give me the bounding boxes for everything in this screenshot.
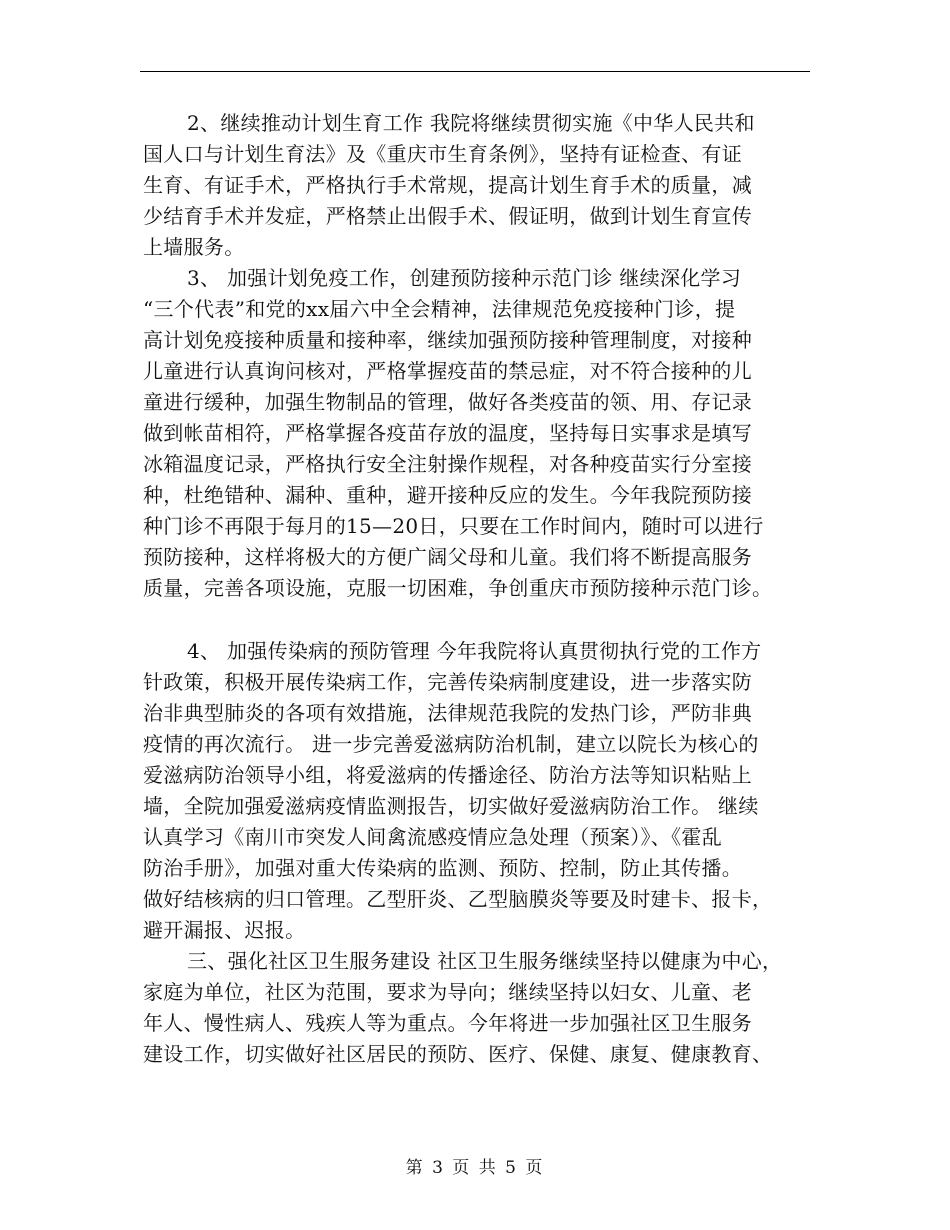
text-line: 种，杜绝错种、漏种、重种，避开接种反应的发生。今年我院预防接 [143, 483, 752, 507]
text-line: 上墙服务。 [143, 235, 245, 259]
header-rule [140, 71, 810, 72]
text-line: 疫情的再次流行。 进一步完善爱滋病防治机制，建立以院长为核心的 [143, 732, 759, 756]
text-line: “三个代表”和党的xx届六中全会精神，法律规范免疫接种门诊，提 [143, 297, 736, 321]
text-line: 2、继续推动计划生育工作 我院将继续贯彻实施《中华人民共和 [187, 111, 755, 135]
paragraph-immunization [143, 263, 815, 604]
text-line: 4、 加强传染病的预防管理 今年我院将认真贯彻执行党的工作方 [187, 639, 762, 663]
page-footer: 第 3 页 共 5 页 [405, 1158, 545, 1178]
text-line: 国人口与计划生育法》及《重庆市生育条例》，坚持有证检查、有证 [143, 142, 742, 166]
text-line: 冰箱温度记录，严格执行安全注射操作规程，对各种疫苗实行分室接 [143, 452, 752, 476]
paragraph-gap [143, 604, 815, 636]
text-line: 高计划免疫接种质量和接种率，继续加强预防接种管理制度，对接种 [143, 328, 752, 352]
paragraph-family-planning [143, 108, 815, 263]
text-line: 治非典型肺炎的各项有效措施，法律规范我院的发热门诊，严防非典 [143, 701, 752, 725]
text-line: 年人、慢性病人、残疾人等为重点。今年将进一步加强社区卫生服务 [143, 1011, 752, 1035]
text-line: 针政策，积极开展传染病工作，完善传染病制度建设，进一步落实防 [143, 670, 752, 694]
text-line: 家庭为单位，社区为范围，要求为导向；继续坚持以妇女、儿童、老 [143, 980, 752, 1004]
text-line: 三、强化社区卫生服务建设 社区卫生服务继续坚持以健康为中心， [187, 949, 783, 973]
text-line: 建设工作，切实做好社区居民的预防、医疗、保健、康复、健康教育、 [143, 1042, 773, 1066]
paragraph-community-health [143, 946, 815, 1070]
text-line: 种门诊不再限于每月的15—20日，只要在工作时间内，随时可以进行 [143, 514, 764, 538]
text-line: 做好结核病的归口管理。乙型肝炎、乙型脑膜炎等要及时建卡、报卡， [143, 887, 773, 911]
text-line: 生育、有证手术，严格执行手术常规，提高计划生育手术的质量，减 [143, 173, 752, 197]
text-line: 防治手册》，加强对重大传染病的监测、预防、控制，防止其传播。 [143, 856, 742, 880]
text-line: 质量，完善各项设施，克服一切困难，争创重庆市预防接种示范门诊。 [143, 576, 773, 600]
document-body [143, 108, 815, 1070]
text-line: 儿童进行认真询问核对，严格掌握疫苗的禁忌症，对不符合接种的儿 [143, 359, 752, 383]
text-line: 预防接种，这样将极大的方便广阔父母和儿童。我们将不断提高服务 [143, 545, 752, 569]
text-line: 3、 加强计划免疫工作，创建预防接种示范门诊 继续深化学习 [187, 266, 742, 290]
paragraph-infectious-disease [143, 636, 815, 946]
text-line: 认真学习《南川市突发人间禽流感疫情应急处理（预案）》、《霍乱 [143, 825, 722, 849]
text-line: 爱滋病防治领导小组，将爱滋病的传播途径、防治方法等知识粘贴上 [143, 763, 752, 787]
text-line: 墙，全院加强爱滋病疫情监测报告，切实做好爱滋病防治工作。 继续 [143, 794, 759, 818]
text-line: 做到帐苗相符，严格掌握各疫苗存放的温度，坚持每日实事求是填写 [143, 421, 752, 445]
text-line: 少结育手术并发症，严格禁止出假手术、假证明，做到计划生育宣传 [143, 204, 752, 228]
text-line: 避开漏报、迟报。 [143, 918, 306, 942]
text-line: 童进行缓种，加强生物制品的管理，做好各类疫苗的领、用、存记录 [143, 390, 752, 414]
